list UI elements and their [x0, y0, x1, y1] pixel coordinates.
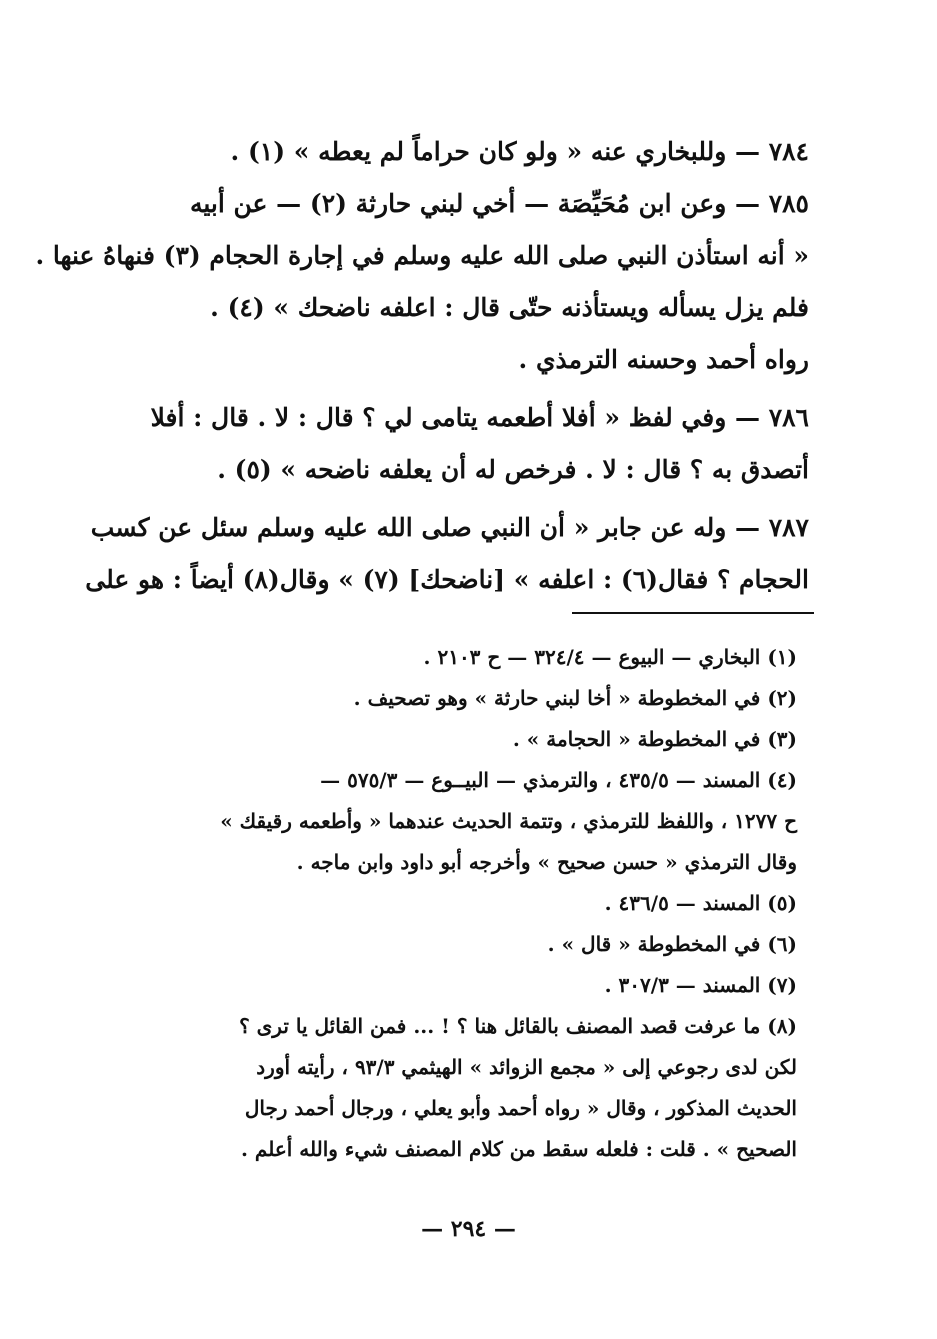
footnotes-block: [137, 637, 797, 1170]
hadith-785-attribution: رواه أحمد وحسنه الترمذي .: [518, 345, 809, 374]
footnote-5: (٥) المسند — ٤٣٦/٥ .: [604, 891, 797, 915]
hadith-785-line-2: « أنه استأذن النبي صلى الله عليه وسلم في إجارة الحجام (٣) فنهاهُ عنها .: [35, 241, 809, 270]
footnote-3: (٣) في المخطوطة « الحجامة » .: [512, 727, 797, 751]
footnote-4-line-2: ح ١٢٧٧ ، واللفظ للترمذي ، وتتمة الحديث عندهما « وأطعمه رقيقك »: [220, 809, 797, 833]
footnote-4-line-3: وقال الترمذي « حسن صحيح » وأخرجه أبو داود وابن ماجه .: [296, 850, 797, 874]
hadith-787-line-1: ٧٨٧ — وله عن جابر « أن النبي صلى الله عليه وسلم سئل عن كسب: [90, 513, 809, 542]
main-text-block: [35, 126, 809, 606]
footnote-8-line-2: لكن لدى رجوعي إلى « مجمع الزوائد » الهيثمي ٩٣/٣ ، رأيته أورد: [256, 1055, 797, 1079]
footnote-4-line-1: (٤) المسند — ٤٣٥/٥ ، والترمذي — البيــوع — ٥٧٥/٣ —: [320, 768, 797, 792]
hadith-785-line-1: ٧٨٥ — وعن ابن مُحَيِّصَة — أخي لبني حارثة (٢) — عن أبيه: [189, 189, 809, 218]
footnote-separator: [572, 612, 814, 614]
footnote-8-line-4: الصحيح » . قلت : فلعله سقط من كلام المصنف شيء والله أعلم .: [240, 1137, 797, 1161]
hadith-785-line-3: فلم يزل يسأله ويستأذنه حتّى قال : اعلفه ناضحك » (٤) .: [210, 293, 809, 322]
footnote-8-line-3: الحديث المذكور ، وقال « رواه أحمد وأبو يعلي ، ورجال أحمد رجال: [244, 1096, 797, 1120]
footnote-6: (٦) في المخطوطة « قال » .: [547, 932, 797, 956]
hadith-787-line-2: الحجام ؟ فقال(٦) : اعلفه » [ناضحك] (٧) » وقال(٨) أيضاً : هو على: [85, 565, 809, 594]
hadith-786-line-1: ٧٨٦ — وفي لفظ « أفلا أطعمه يتامى لي ؟ قال : لا . قال : أفلا: [150, 403, 809, 432]
footnote-1: (١) البخاري — البيوع — ٣٢٤/٤ — ح ٢١٠٣ .: [423, 645, 797, 669]
hadith-786-line-2: أتصدق به ؟ قال : لا . فرخص له أن يعلفه ناضحه » (٥) .: [217, 455, 809, 484]
hadith-784-line: ٧٨٤ — وللبخاري عنه « ولو كان حراماً لم يعطه » (١) .: [230, 137, 809, 166]
footnote-7: (٧) المسند — ٣٠٧/٣ .: [604, 973, 797, 997]
footnote-8-line-1: (٨) ما عرفت قصد المصنف بالقائل هنا ؟ ! ... فمن القائل يا ترى ؟: [239, 1014, 797, 1038]
footnote-2: (٢) في المخطوطة « أخا لبني حارثة » وهو تصحيف .: [353, 686, 797, 710]
page-number: — ٢٩٤ —: [421, 1216, 516, 1242]
